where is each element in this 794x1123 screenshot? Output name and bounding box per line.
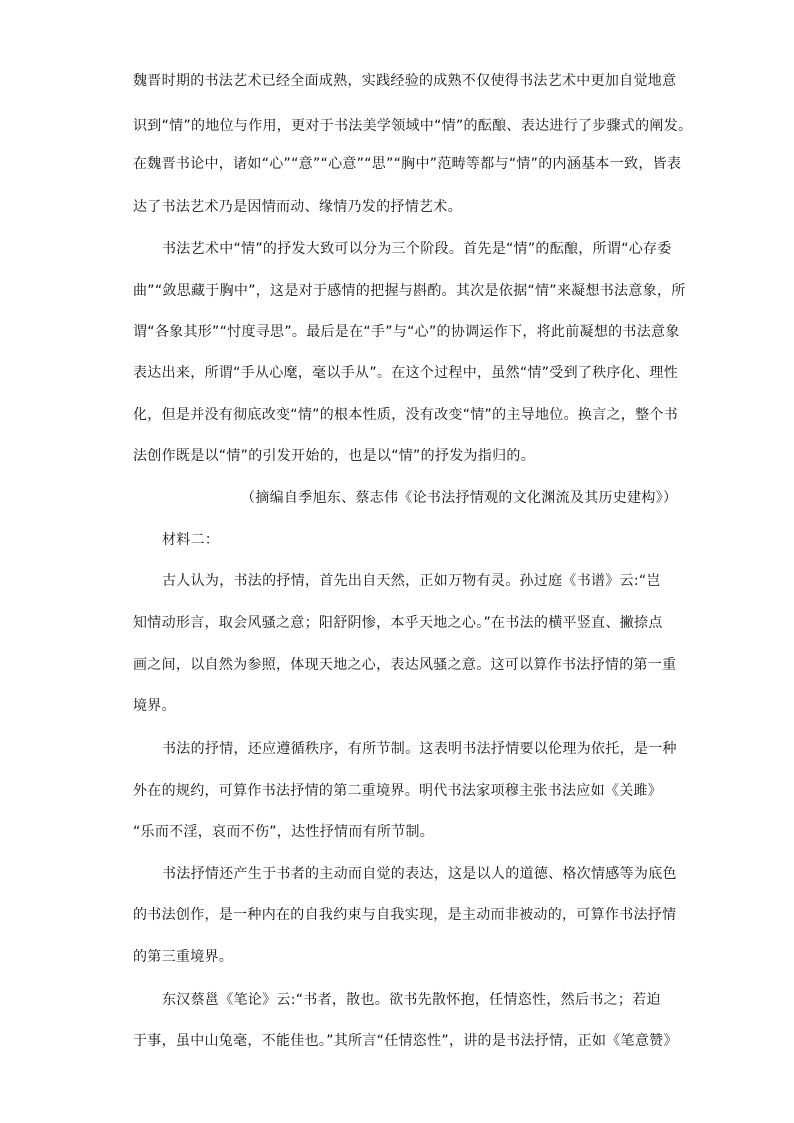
text-line: 法创作既是以“情”的引发开始的，也是以“情”的抒发为指归的。 <box>133 448 536 464</box>
text-line: 魏晋时期的书法艺术已经全面成熟，实践经验的成熟不仅使得书法艺术中更加自觉地意 <box>133 73 677 89</box>
text-line: 境界。 <box>133 698 176 714</box>
text-line: 谓“各象其形”“忖度寻思”。最后是在“手”与“心”的协调运作下，将此前凝想的书法意象 <box>133 324 680 340</box>
text-line: 的书法创作，是一种内在的自我约束与自我实现，是主动而非被动的，可算作书法抒情 <box>133 907 677 923</box>
text-line: 画之间，以自然为参照，体现天地之心，表达风骚之意。这可以算作书法抒情的第一重 <box>133 657 677 673</box>
source-citation: （摘编自季旭东、蔡志伟《论书法抒情观的文化渊流及其历史建构》） <box>241 490 678 506</box>
text-line: “乐而不淫，哀而不伤”，达性抒情而有所节制。 <box>133 824 435 840</box>
text-line: 表达出来，所谓“手从心麾，毫以手从”。在这个过程中，虽然“情”受到了秩序化、理性 <box>133 365 679 381</box>
text-line: 的第三重境界。 <box>133 949 234 965</box>
text-line: 曲”“敛思藏于胸中”，这是对于感情的把握与斟酌。其次是依据“情”来凝想书法意象，所 <box>133 283 686 299</box>
text-line: 化，但是并没有彻底改变“情”的根本性质，没有改变“情”的主导地位。换言之，整个书 <box>133 407 679 423</box>
text-line: 古人认为，书法的抒情，首先出自天然，正如万物有灵。孙过庭《书谱》云:“岂 <box>162 573 661 589</box>
section-heading: 材料二： <box>162 532 220 548</box>
text-line: 东汉蔡邕《笔论》云:“书者，散也。欲书先散怀抱，任情恣性，然后书之；若迫 <box>162 992 661 1008</box>
text-line: 识到“情”的地位与作用，更对于书法美学领域中“情”的酝酿、表达进行了步骤式的阐发。 <box>133 118 693 134</box>
text-line: 在魏晋书论中，诸如“心”“意”“心意”“思”“胸中”范畴等都与“情”的内涵基本一致，皆表 <box>133 156 682 172</box>
text-line: 书法抒情还产生于书者的主动而自觉的表达，这是以人的道德、格次情感等为底色 <box>162 866 677 882</box>
text-line: 书法艺术中“情”的抒发大致可以分为三个阶段。首先是“情”的酝酿，所谓“心存委 <box>162 241 672 257</box>
text-line: 于事，虽中山兔毫，不能佳也。”其所言“任情恣性”，讲的是书法抒情，正如《笔意赞》 <box>133 1033 678 1049</box>
text-line: 书法的抒情，还应遵循秩序，有所节制。这表明书法抒情要以伦理为依托，是一种 <box>162 741 677 757</box>
text-line: 外在的规约，可算作书法抒情的第二重境界。明代书法家项穆主张书法应如《关雎》 <box>133 783 663 799</box>
text-line: 知情动形言，取会风骚之意；阳舒阴惨，本乎天地之心。”在书法的横平竖直、撇捺点 <box>133 615 663 631</box>
text-line: 达了书法艺术乃是因情而动、缘情乃发的抒情艺术。 <box>133 199 462 215</box>
